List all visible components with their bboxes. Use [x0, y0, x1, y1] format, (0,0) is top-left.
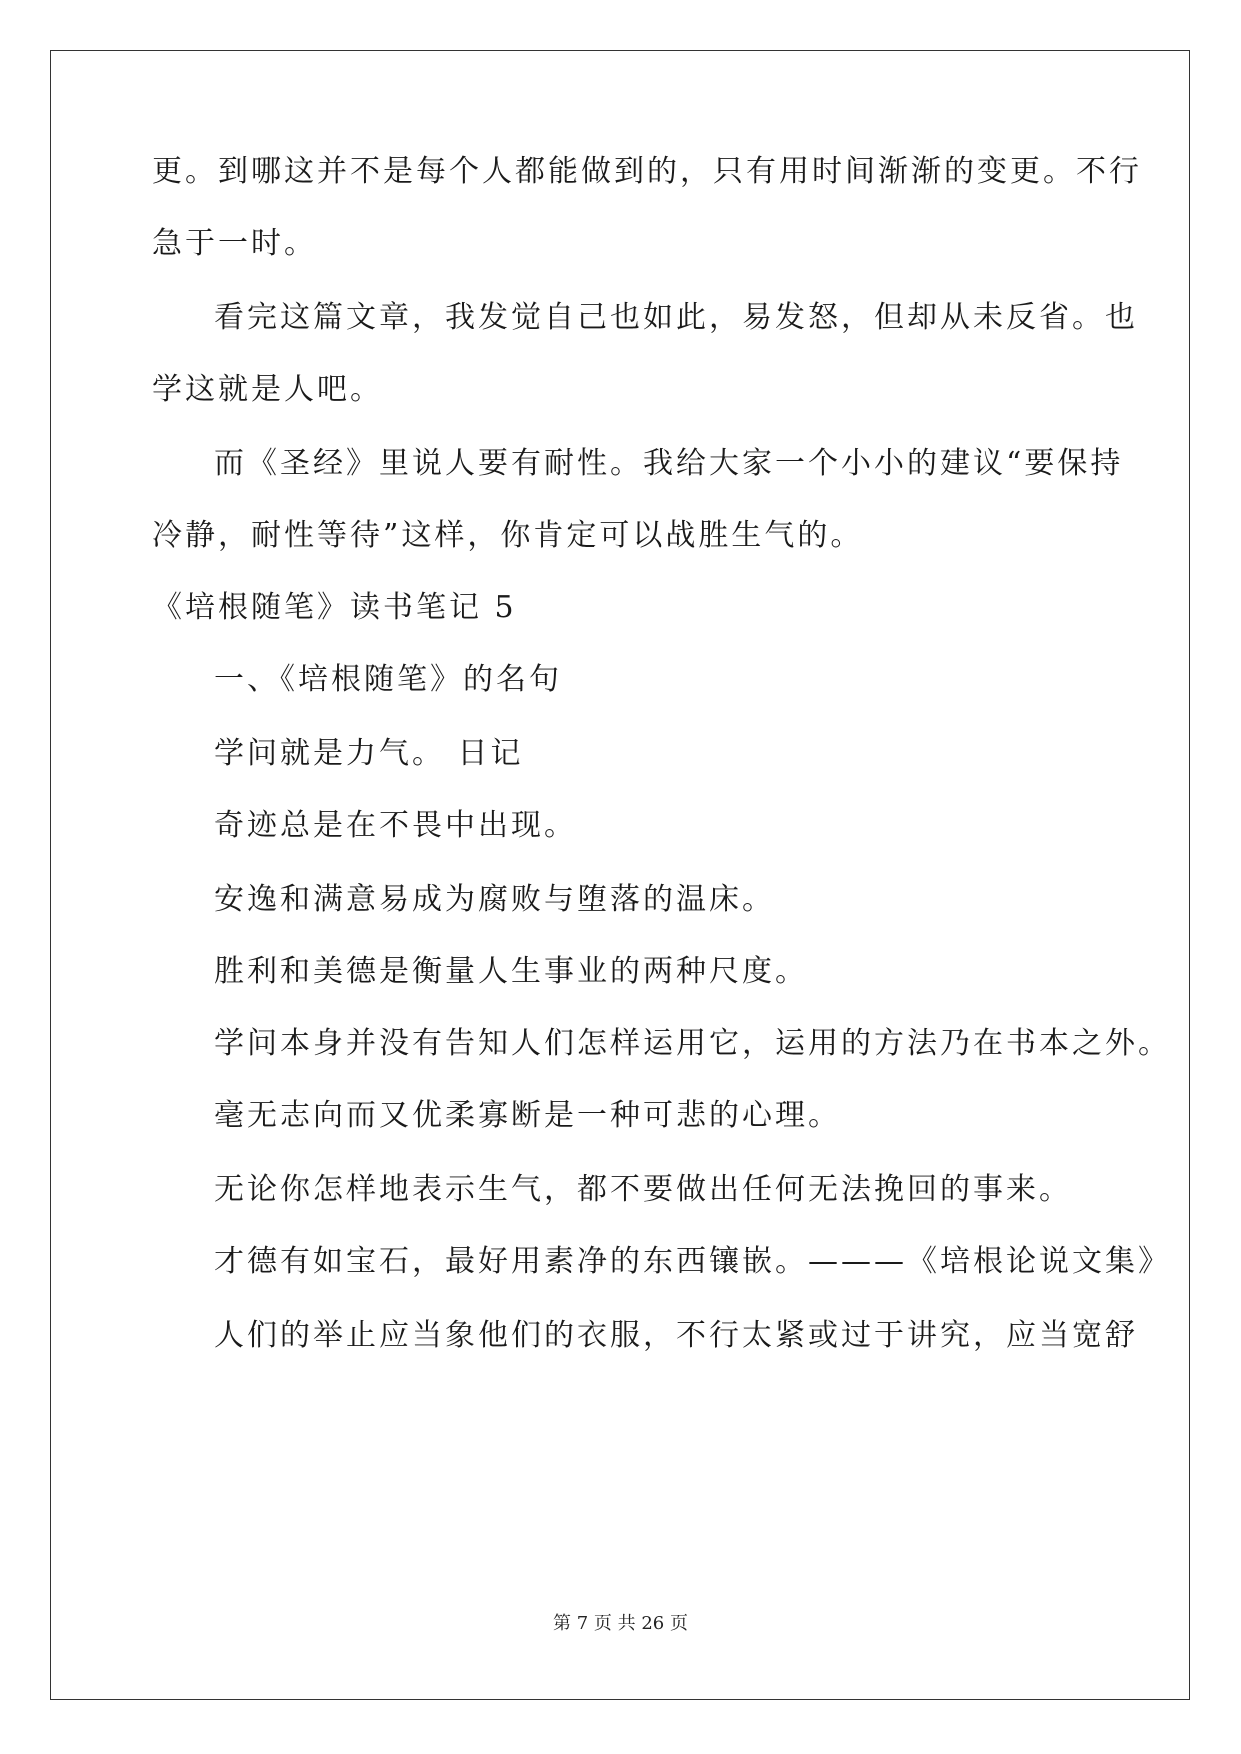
quote-line: 学问就是力气。 日记: [214, 736, 524, 771]
quote-line: 胜利和美德是衡量人生事业的两种尺度。: [214, 954, 808, 989]
quote-line: 奇迹总是在不畏中出现。: [214, 808, 577, 843]
section-heading: 《培根随笔》读书笔记 5: [152, 590, 517, 625]
paragraph-line: 看完这篇文章，我发觉自己也如此，易发怒，但却从未反省。也: [214, 300, 1138, 335]
quote-line: 人们的举止应当象他们的衣服，不行太紧或过于讲究，应当宽舒: [214, 1318, 1138, 1353]
paragraph-line: 而《圣经》里说人要有耐性。我给大家一个小小的建议“要保持: [214, 446, 1124, 481]
paragraph-line: 学这就是人吧。: [152, 372, 383, 407]
paragraph-line: 急于一时。: [152, 226, 317, 261]
quote-line: 无论你怎样地表示生气，都不要做出任何无法挽回的事来。: [214, 1172, 1072, 1207]
quote-line: 学问本身并没有告知人们怎样运用它，运用的方法乃在书本之外。: [214, 1026, 1171, 1061]
quote-line: 安逸和满意易成为腐败与堕落的温床。: [214, 882, 775, 917]
page-number: 第 7 页 共 26 页: [553, 1613, 688, 1634]
quote-line: 才德有如宝石，最好用素净的东西镶嵌。———《培根论说文集》: [214, 1244, 1171, 1279]
quote-line: 毫无志向而又优柔寡断是一种可悲的心理。: [214, 1098, 841, 1133]
subsection-heading: 一、《培根随笔》的名句: [214, 662, 562, 697]
paragraph-line: 冷静，耐性等待”这样，你肯定可以战胜生气的。: [152, 518, 864, 553]
paragraph-line: 更。到哪这并不是每个人都能做到的，只有用时间渐渐的变更。不行: [152, 154, 1142, 189]
